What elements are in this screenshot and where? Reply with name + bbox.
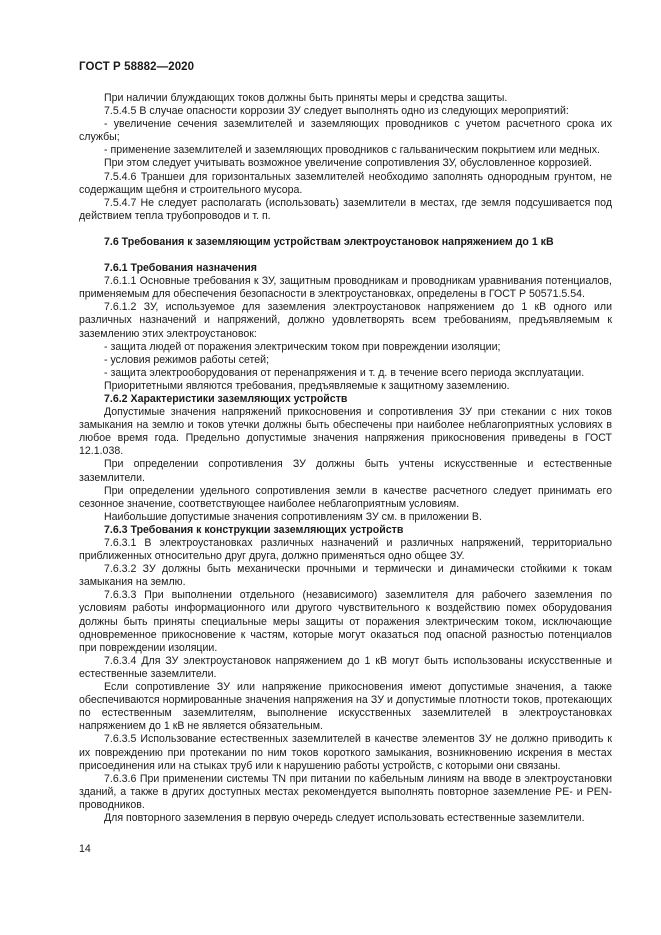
paragraph: 7.6.3.6 При применении системы TN при питании по кабельным линиям на вводе в электроустановки зданий, а также в других доступных местах рекомендуется выполнять повторное заземление PE- и PEN-проводников. (79, 772, 612, 811)
spacer (79, 223, 612, 236)
subsection-heading-7-6-3: 7.6.3 Требования к конструкции заземляющих устройств (104, 523, 404, 536)
document-body (79, 92, 612, 825)
subsection-heading-7-6-2: 7.6.2 Характеристики заземляющих устройств (104, 392, 348, 405)
paragraph: 7.6.3.2 ЗУ должны быть механически прочными и термически и динамически стойкими к токам замыкания на землю. (79, 563, 612, 589)
paragraph: При наличии блуждающих токов должны быть приняты меры и средства защиты. (104, 92, 508, 104)
paragraph: 7.5.4.7 Не следует располагать (использовать) заземлители в местах, где земля подсушивается под действием тепла трубопроводов и т. п. (79, 196, 612, 222)
paragraph: При определении удельного сопротивления земли в качестве расчетного следует принимать его сезонное значение, соответствующее наиболее неблагоприятным условиям. (79, 484, 612, 510)
section-heading-7-6: 7.6 Требования к заземляющим устройствам электроустановок напряжением до 1 кВ (104, 235, 554, 248)
paragraph: 7.6.3.1 В электроустановках различных назначений и различных напряжений, территориально приближенных относительно друг друга, должно применяться одно общее ЗУ. (79, 537, 612, 563)
paragraph: Допустимые значения напряжений прикосновения и сопротивления ЗУ при стекании с них токов замыкания на землю и токов утечки должны быть обеспечены при наиболее неблагоприятных условиях в любое время года. Предельно допустимые значения напряжения прикосновения приведены в ГОСТ 12.1.038. (79, 406, 612, 458)
paragraph: 7.6.3.5 Использование естественных заземлителей в качестве элементов ЗУ не должно приводить к их повреждению при протекании по ним токов короткого замыкания, возникновению искрения в местах присоединения или на стыках труб или к нарушению работы устройств, с которыми они связаны. (79, 733, 612, 772)
list-item: - защита людей от поражения электрическим током при повреждении изоляции; (104, 340, 501, 353)
page-number: 14 (79, 843, 91, 855)
paragraph: 7.6.1.1 Основные требования к ЗУ, защитным проводникам и проводникам уравнивания потенциалов, применяемым для обеспечения безопасности в электроустановках, определены в ГОСТ Р 50571.5.54. (79, 275, 612, 301)
list-item: - увеличение сечения заземлителей и заземляющих проводников с учетом расчетного срока их службы; (79, 118, 612, 144)
paragraph: Если сопротивление ЗУ или напряжение прикосновения имеют допустимые значения, а также обеспечиваются нормированные значения напряжения на ЗУ и допустимые плотности токов, протекающих по естественным заземлителям, выполнение искусственных заземлителей в электроустановках напряжением до 1 кВ не является обязательным. (79, 681, 612, 733)
paragraph: Для повторного заземления в первую очередь следует использовать естественные заземлители. (104, 811, 585, 824)
spacer (79, 249, 612, 262)
list-item: - условия режимов работы сетей; (104, 353, 270, 366)
standard-code-header: ГОСТ Р 58882—2020 (79, 61, 195, 73)
list-item: - защита электрооборудования от перенапряжения и т. д. в течение всего периода эксплуатации. (104, 366, 585, 379)
paragraph: 7.6.3.3 При выполнении отдельного (независимого) заземлителя для рабочего заземления по условиям работы информационного или другого чувствительного к воздействию помех оборудования должны быть приняты специальные меры защиты от поражения электрическим током, исключающие одновременное прикосновение к частям, которые могут оказаться под опасной разностью потенциалов при повреждении изоляции. (79, 589, 612, 654)
subsection-heading-7-6-1: 7.6.1 Требования назначения (104, 262, 257, 275)
paragraph: 7.6.1.2 ЗУ, используемое для заземления электроустановок напряжением до 1 кВ одного или различных назначений и напряжений, должно удовлетворять всем требованиям, предъявляемым к заземлению этих электроустановок: (79, 301, 612, 340)
paragraph: При определении сопротивления ЗУ должны быть учтены искусственные и естественные заземлители. (79, 458, 612, 484)
paragraph: Наибольшие допустимые значения сопротивлениям ЗУ см. в приложении В. (104, 510, 482, 523)
paragraph: Приоритетными являются требования, предъявляемые к защитному заземлению. (104, 379, 510, 392)
paragraph: 7.6.3.4 Для ЗУ электроустановок напряжением до 1 кВ могут быть использованы искусственные и естественные заземлители. (79, 654, 612, 680)
paragraph: 7.5.4.6 Траншеи для горизонтальных заземлителей необходимо заполнять однородным грунтом, не содержащим щебня и строительного мусора. (79, 170, 612, 196)
paragraph: При этом следует учитывать возможное увеличение сопротивления ЗУ, обусловленное коррозией. (104, 157, 592, 170)
list-item: - применение заземлителей и заземляющих проводников с гальваническим покрытием или медных. (104, 144, 600, 157)
paragraph: 7.5.4.5 В случае опасности коррозии ЗУ следует выполнять одно из следующих мероприятий: (104, 105, 569, 118)
